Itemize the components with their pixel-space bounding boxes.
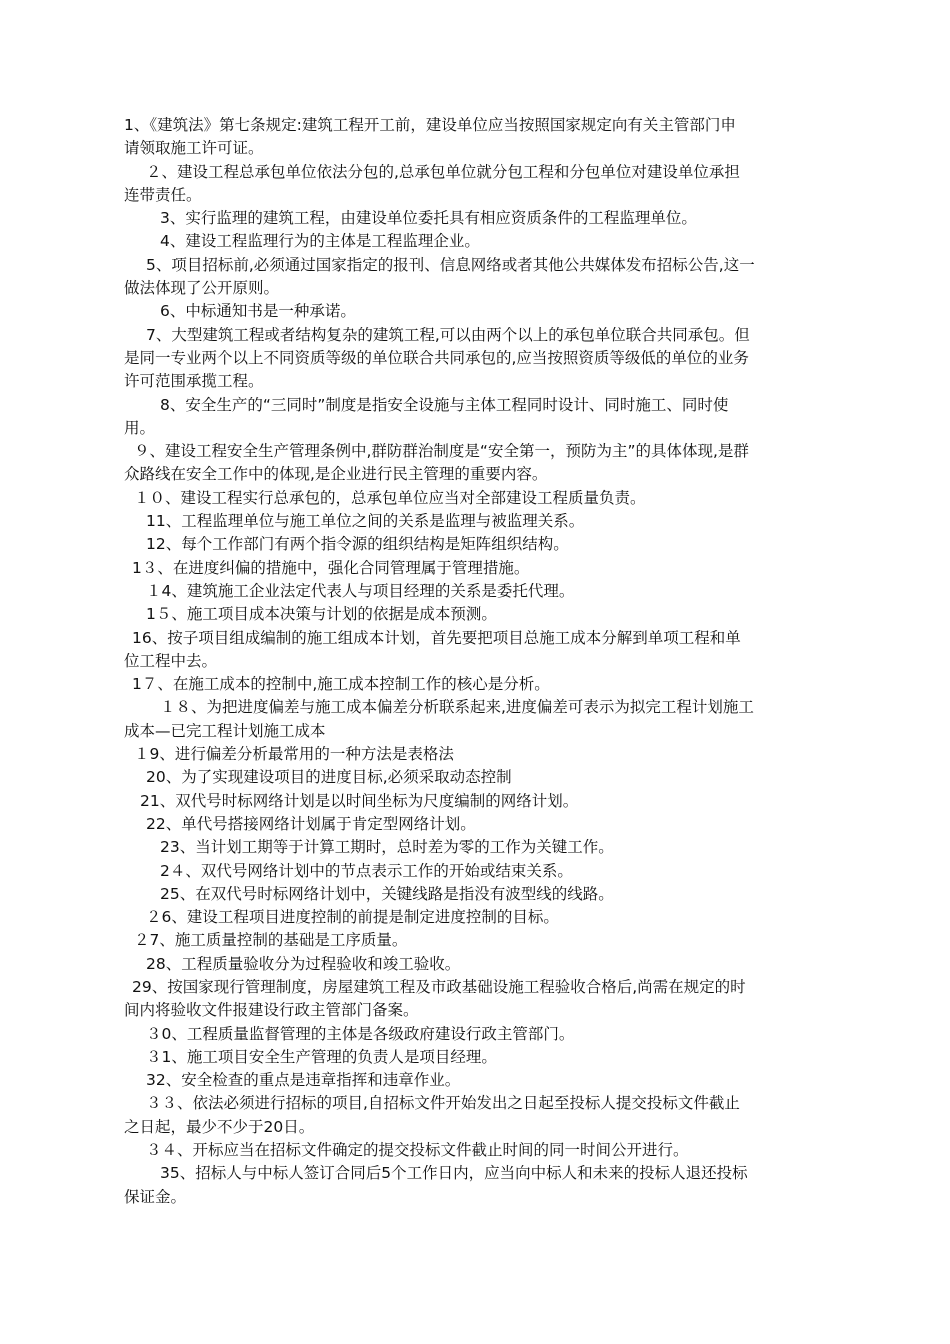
text-line: 28、工程质量验收分为过程验收和竣工验收。 <box>146 954 461 973</box>
text-line: 众路线在安全工作中的体现,是企业进行民主管理的重要内容。 <box>124 465 548 484</box>
text-line: ２6、建设工程项目进度控制的前提是制定进度控制的目标。 <box>146 908 559 927</box>
text-line: 21、双代号时标网络计划是以时间坐标为尺度编制的网络计划。 <box>140 791 579 810</box>
text-line: 6、中标通知书是一种承诺。 <box>160 302 356 321</box>
text-line: 16、按子项目组成编制的施工组成本计划，首先要把项目总施工成本分解到单项工程和单 <box>132 628 741 647</box>
text-line: １０、建设工程实行总承包的，总承包单位应当对全部建设工程质量负责。 <box>134 488 646 507</box>
text-line: ２7、施工质量控制的基础是工序质量。 <box>134 931 408 950</box>
text-line: 25、在双代号时标网络计划中，关键线路是指没有波型线的线路。 <box>160 884 614 903</box>
text-line: 8、安全生产的“三同时”制度是指安全设施与主体工程同时设计、同时施工、同时使 <box>160 395 729 414</box>
text-line: 1、《建筑法》第七条规定:建筑工程开工前，建设单位应当按照国家规定向有关主管部门申 <box>124 116 736 134</box>
text-line: 做法体现了公开原则。 <box>124 279 280 298</box>
text-line: １9、进行偏差分析最常用的一种方法是表格法 <box>134 745 454 764</box>
text-line: ３1、施工项目安全生产管理的负责人是项目经理。 <box>146 1047 497 1066</box>
text-line: ３３、依法必须进行招标的项目,自招标文件开始发出之日起至投标人提交投标文件截止 <box>146 1094 740 1113</box>
text-line: 成本—已完工程计划施工成本 <box>124 721 326 740</box>
text-line: 连带责任。 <box>124 185 202 204</box>
text-line: 5、项目招标前,必须通过国家指定的报刊、信息网络或者其他公共媒体发布招标公告,这一 <box>146 255 755 274</box>
text-line: 3、实行监理的建筑工程，由建设单位委托具有相应资质条件的工程监理单位。 <box>160 209 697 228</box>
text-line: 32、安全检查的重点是违章指挥和违章作业。 <box>146 1071 461 1090</box>
document-body <box>124 114 836 1209</box>
text-line: 1７、在施工成本的控制中,施工成本控制工作的核心是分析。 <box>132 675 550 694</box>
text-line: 23、当计划工期等于计算工期时，总时差为零的工作为关键工作。 <box>160 838 614 857</box>
text-line: 请领取施工许可证。 <box>124 139 264 158</box>
text-line: 是同一专业两个以上不同资质等级的单位联合共同承包的,应当按照资质等级低的单位的业务 <box>124 348 749 367</box>
text-line: 29、按国家现行管理制度，房屋建筑工程及市政基础设施工程验收合格后,尚需在规定的时 <box>132 977 746 996</box>
text-line: 11、工程监理单位与施工单位之间的关系是监理与被监理关系。 <box>146 512 585 531</box>
text-line: ３0、工程质量监督管理的主体是各级政府建设行政主管部门。 <box>146 1024 575 1043</box>
text-line: 22、单代号搭接网络计划属于肯定型网络计划。 <box>146 814 476 833</box>
text-line: 2４、双代号网络计划中的节点表示工作的开始或结束关系。 <box>160 861 573 880</box>
text-line: 4、建设工程监理行为的主体是工程监理企业。 <box>160 232 480 251</box>
text-line: 位工程中去。 <box>124 651 218 670</box>
text-line: ２、建设工程总承包单位依法分包的,总承包单位就分包工程和分包单位对建设单位承担 <box>146 162 740 181</box>
text-line: 7、大型建筑工程或者结构复杂的建筑工程,可以由两个以上的承包单位联合共同承包。但 <box>146 325 750 344</box>
text-line: 12、每个工作部门有两个指令源的组织结构是矩阵组织结构。 <box>146 535 569 554</box>
text-line: １８、为把进度偏差与施工成本偏差分析联系起来,进度偏差可表示为拟完工程计划施工 <box>160 698 754 717</box>
text-line: 之日起，最少不少于20日。 <box>124 1117 315 1136</box>
text-line: 用。 <box>124 418 156 437</box>
text-line: ９、建设工程安全生产管理条例中,群防群治制度是“安全第一，预防为主”的具体体现,是群 <box>134 442 749 461</box>
text-line: 许可范围承揽工程。 <box>124 372 264 391</box>
text-line: 1５、施工项目成本决策与计划的依据是成本预测。 <box>146 605 497 624</box>
text-line: 35、招标人与中标人签订合同后5个工作日内，应当向中标人和未来的投标人退还投标 <box>160 1164 748 1183</box>
text-line: 间内将验收文件报建设行政主管部门备案。 <box>124 1001 419 1020</box>
text-line: １4、建筑施工企业法定代表人与项目经理的关系是委托代理。 <box>146 581 575 600</box>
text-line: 保证金。 <box>124 1187 187 1206</box>
text-line: 20、为了实现建设项目的进度目标,必须采取动态控制 <box>146 768 512 787</box>
text-line: ３４、开标应当在招标文件确定的提交投标文件截止时间的同一时间公开进行。 <box>146 1141 689 1160</box>
text-line: 1３、在进度纠偏的措施中，强化合同管理属于管理措施。 <box>132 558 530 577</box>
